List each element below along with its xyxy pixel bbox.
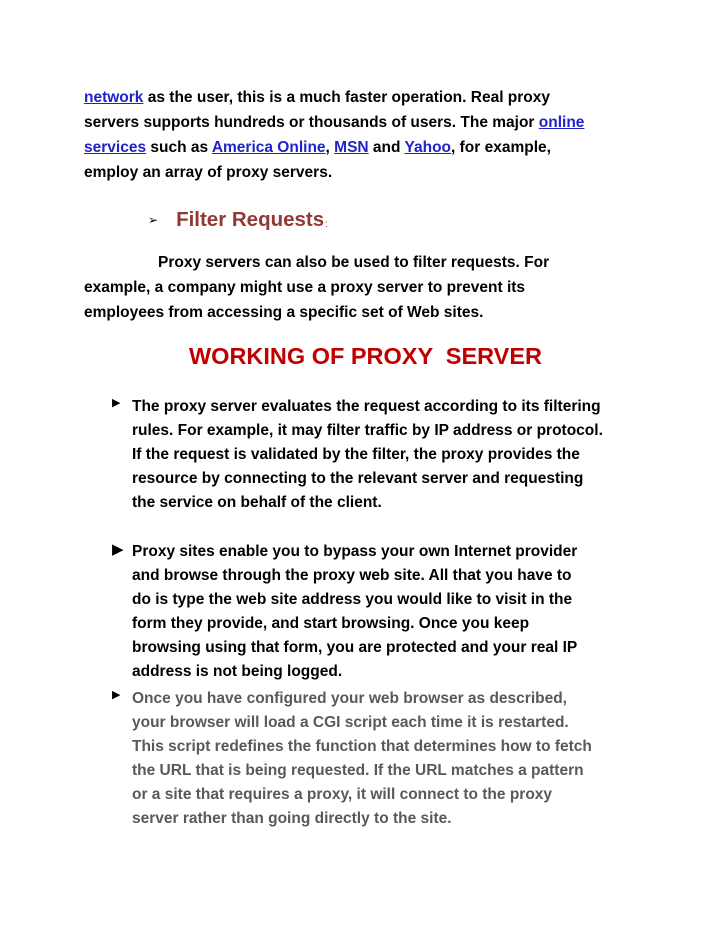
link-msn[interactable]: MSN xyxy=(334,139,369,156)
triangle-bullet-icon: ▶ xyxy=(112,541,124,558)
intro-text: and xyxy=(368,139,405,156)
bullet-line: This script redefines the function that determines how to fetch xyxy=(132,738,592,755)
intro-text: , for example, xyxy=(451,139,551,156)
bullet-text xyxy=(132,687,592,831)
link-america-online[interactable]: America Online xyxy=(211,139,326,156)
bullet-item xyxy=(112,687,592,831)
bullet-line: address is not being logged. xyxy=(132,663,343,680)
bullet-line: browsing using that form, you are protected and your real IP xyxy=(132,639,578,656)
bullet-line: the URL that is being requested. If the URL matches a pattern xyxy=(132,762,584,779)
intro-line-4: employ an array of proxy servers. xyxy=(84,164,333,181)
bullet-line: the service on behalf of the client. xyxy=(132,494,382,511)
bullet-line: and browse through the proxy web site. All that you have to xyxy=(132,567,572,584)
triangle-bullet-icon: ▶ xyxy=(112,689,121,701)
intro-paragraph xyxy=(84,85,684,185)
intro-text: servers supports hundreds or thousands of users. The major xyxy=(84,114,539,131)
bullet-line: server rather than going directly to the site. xyxy=(132,810,452,827)
triangle-bullet-icon: ▶ xyxy=(112,397,121,409)
filter-text: Proxy servers can also be used to filter requests. For xyxy=(158,254,550,271)
filter-requests-colon: : xyxy=(325,219,328,230)
link-network[interactable]: network xyxy=(84,89,144,106)
bullet-line: Proxy sites enable you to bypass your own Internet provider xyxy=(132,543,578,560)
bullet-line: The proxy server evaluates the request according to its filtering xyxy=(132,398,601,415)
link-online[interactable]: online xyxy=(538,114,585,131)
bullet-item xyxy=(112,395,603,515)
bullet-item xyxy=(112,540,577,684)
filter-line: example, a company might use a proxy server to prevent its xyxy=(84,279,526,296)
bullet-line: resource by connecting to the relevant server and requesting xyxy=(132,470,584,487)
bullet-text xyxy=(132,540,577,684)
bullet-text xyxy=(132,395,603,515)
bullet-line: or a site that requires a proxy, it will connect to the proxy xyxy=(132,786,553,803)
bullet-line: do is type the web site address you would like to visit in the xyxy=(132,591,573,608)
link-yahoo[interactable]: Yahoo xyxy=(404,139,452,156)
section-heading: WORKING OF PROXY SERVER xyxy=(189,343,542,369)
bullet-line: If the request is validated by the filter, the proxy provides the xyxy=(132,446,580,463)
filter-line xyxy=(84,250,704,275)
bullet-line: form they provide, and start browsing. Once you keep xyxy=(132,615,530,632)
link-services[interactable]: services xyxy=(84,139,147,156)
filter-line: employees from accessing a specific set of Web sites. xyxy=(84,304,484,321)
bullet-line: rules. For example, it may filter traffic by IP address or protocol. xyxy=(132,422,603,439)
filter-requests-title: Filter Requests xyxy=(176,208,325,231)
filter-requests-subheading xyxy=(148,204,328,236)
intro-line-1 xyxy=(84,85,684,110)
intro-text: , xyxy=(325,139,335,156)
arrowhead-bullet-icon: ➢ xyxy=(148,213,159,227)
intro-text: as the user, this is a much faster operation. Real proxy xyxy=(143,89,551,106)
intro-text: such as xyxy=(146,139,212,156)
filter-paragraph xyxy=(84,250,704,325)
bullet-line: Once you have configured your web browser as described, xyxy=(132,690,567,707)
intro-line-2 xyxy=(84,110,684,135)
intro-line-3 xyxy=(84,135,684,160)
bullet-line: your browser will load a CGI script each time it is restarted. xyxy=(132,714,569,731)
